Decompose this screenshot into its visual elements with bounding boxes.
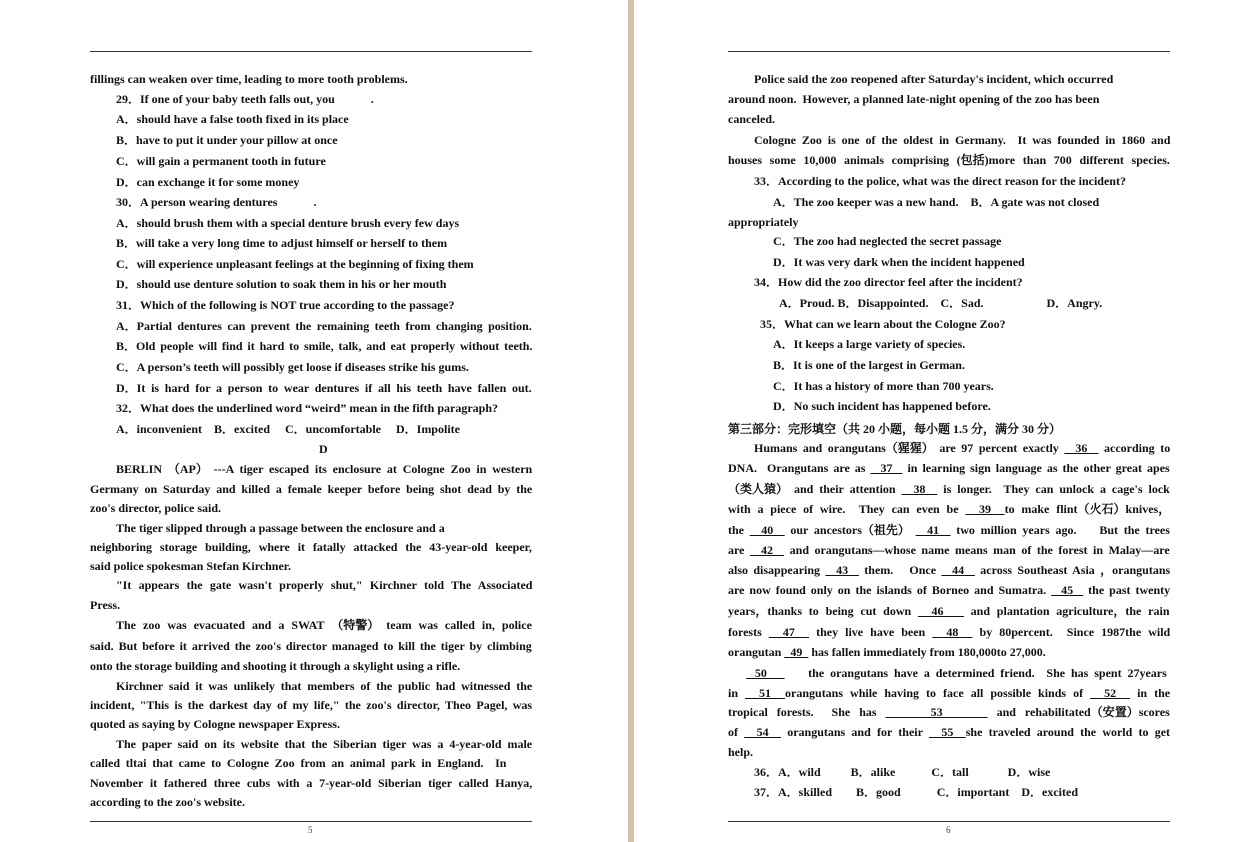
- text-line: [90, 540, 532, 554]
- answer-blank: 53: [885, 705, 988, 719]
- text-line: [754, 133, 1170, 147]
- text-segment: according to: [1098, 441, 1171, 455]
- line-text: B．will take a very long time to adjust himself or herself to them: [116, 236, 448, 250]
- text-line: [728, 645, 1046, 659]
- line-text: quoted as saying by Cologne newspaper Express.: [90, 717, 340, 731]
- text-line: [116, 236, 447, 250]
- text-segment: tropical forests. She has: [728, 705, 886, 719]
- text-line: [728, 523, 1170, 537]
- text-line: [116, 339, 532, 353]
- text-segment: years，thanks to being cut down: [728, 604, 918, 618]
- line-text: BERLIN （AP） ---A tiger escaped its enclosure at Cologne Zoo in western: [116, 462, 533, 476]
- answer-blank: 47: [768, 625, 810, 639]
- text-line: [728, 153, 1170, 167]
- text-line: [116, 521, 445, 535]
- page-number: 6: [946, 825, 951, 835]
- answer-blank: 44: [941, 563, 975, 577]
- page-number: 5: [308, 825, 313, 835]
- text-line: [728, 422, 1061, 436]
- text-line: [90, 482, 532, 496]
- text-line: [728, 686, 1170, 700]
- text-line: [116, 257, 474, 271]
- answer-blank: 36: [1064, 441, 1099, 455]
- line-text: C．will experience unpleasant feelings at the beginning of fixing them: [116, 257, 474, 271]
- text-segment: also disappearing: [728, 563, 826, 577]
- line-text: A．The zoo keeper was a new hand. B．A gate was not closed: [773, 195, 1100, 209]
- line-text: 32．What does the underlined word “weird” mean in the fifth paragraph?: [116, 401, 499, 415]
- text-line: [728, 502, 1170, 516]
- answer-blank: 51: [745, 686, 786, 700]
- text-line: [116, 277, 446, 291]
- text-line: [116, 154, 326, 168]
- text-line: [773, 195, 1099, 209]
- text-line: [773, 337, 965, 351]
- text-segment: our ancestors（祖先）: [784, 523, 916, 537]
- text-line: [90, 776, 532, 790]
- line-text: D: [319, 442, 328, 456]
- text-line: [116, 92, 374, 106]
- text-segment: and orangutans—whose name means man of the forest in Malay—are: [784, 543, 1170, 557]
- text-line: [90, 698, 532, 712]
- text-segment: in: [728, 686, 746, 700]
- line-text: Press.: [90, 598, 121, 612]
- text-line: [116, 618, 532, 632]
- line-text: The paper said on its website that the Siberian tiger was a 4-year-old male: [116, 737, 533, 751]
- line-text: A．Proud. B．Disappointed. C．Sad. D．Angry.: [779, 296, 1103, 310]
- header-rule: [728, 51, 1170, 52]
- line-text: canceled.: [728, 112, 775, 126]
- text-line: [728, 461, 1170, 475]
- text-line: [116, 195, 316, 209]
- answer-blank: 52: [1090, 686, 1131, 700]
- answer-blank: 48: [932, 625, 973, 639]
- text-line: [728, 625, 1170, 639]
- line-text: The zoo was evacuated and a SWAT （特警） team was called in, police: [116, 618, 532, 632]
- line-text: B．have to put it under your pillow at once: [116, 133, 338, 147]
- line-text: appropriately: [728, 215, 799, 229]
- text-line: [728, 92, 1099, 106]
- text-segment: are: [728, 543, 750, 557]
- line-text: D．No such incident has happened before.: [773, 399, 991, 413]
- text-line: [90, 559, 291, 573]
- right-page: [634, 0, 1257, 842]
- text-line: [116, 381, 532, 395]
- answer-blank: 38: [901, 482, 938, 496]
- text-segment: in learning sign language as the other great apes: [902, 461, 1170, 475]
- text-line: [779, 296, 1102, 310]
- line-text: incident, "This is the darkest day of my life," the zoo's director, Theo Pagel, was: [90, 698, 533, 712]
- text-segment: with a piece of wire. They can even be: [728, 502, 966, 516]
- line-text: according to the zoo's website.: [90, 795, 245, 809]
- text-line: [116, 133, 338, 147]
- text-line: [728, 482, 1170, 496]
- text-line: [746, 666, 1167, 680]
- line-text: A．Partial dentures can prevent the remaining teeth from changing position.: [116, 319, 532, 333]
- text-line: [90, 717, 340, 731]
- answer-blank: 41: [915, 523, 951, 537]
- line-text: D．can exchange it for some money: [116, 175, 300, 189]
- text-segment: them. Once: [858, 563, 942, 577]
- answer-blank: 43: [825, 563, 859, 577]
- text-line: [116, 578, 532, 592]
- answer-blank: 49: [784, 645, 809, 659]
- text-line: [116, 462, 532, 476]
- line-text: D．It was very dark when the incident happened: [773, 255, 1025, 269]
- text-segment: by 80percent. Since 1987the wild: [972, 625, 1171, 639]
- text-line: [116, 216, 459, 230]
- line-text: A．should have a false tooth fixed in its place: [116, 112, 349, 126]
- line-text: C．A person’s teeth will possibly get loose if diseases strike his gums.: [116, 360, 469, 374]
- text-line: [728, 563, 1170, 577]
- line-text: B．It is one of the largest in German.: [773, 358, 965, 372]
- footer-rule: [90, 821, 532, 822]
- text-segment: to make flint（火石）knives，: [1004, 502, 1171, 516]
- text-line: [90, 659, 460, 673]
- text-segment: the orangutans have a determined friend. She has spent 27years: [784, 666, 1167, 680]
- text-segment: she traveled around the world to get: [965, 725, 1171, 739]
- answer-blank: 39: [965, 502, 1005, 516]
- line-text: 第三部分：完形填空（共 20 小题，每小题 1.5 分，满分 30 分）: [728, 422, 1062, 436]
- text-line: [754, 174, 1126, 188]
- text-line: [116, 401, 498, 415]
- text-segment: DNA. Orangutans are as: [728, 461, 871, 475]
- answer-blank: 42: [749, 543, 785, 557]
- line-text: neighboring storage building, where it fatally attacked the 43-year-old keeper,: [90, 540, 532, 554]
- line-text: C．The zoo had neglected the secret passage: [773, 234, 1002, 248]
- left-page: [0, 0, 628, 842]
- line-text: B．Old people will find it hard to smile, talk, and eat properly without teeth.: [116, 339, 533, 353]
- text-line: [728, 745, 753, 759]
- text-line: [728, 543, 1170, 557]
- answer-blank: 54: [744, 725, 782, 739]
- text-line: [116, 737, 532, 751]
- text-segment: of: [728, 725, 745, 739]
- line-text: A．should brush them with a special denture brush every few days: [116, 216, 460, 230]
- line-text: 33．According to the police, what was the direct reason for the incident?: [754, 174, 1126, 188]
- line-text: Kirchner said it was unlikely that members of the public had witnessed the: [116, 679, 533, 693]
- text-segment: and plantation agriculture，the rain: [963, 604, 1170, 618]
- text-segment: across Southeast Asia ，orangutans: [974, 563, 1171, 577]
- line-text: Germany on Saturday and killed a female keeper before being shot dead by the: [90, 482, 533, 496]
- text-segment: orangutans while having to face all possible kinds of: [785, 686, 1091, 700]
- line-text: Cologne Zoo is one of the oldest in Germany. It was founded in 1860 and: [754, 133, 1171, 147]
- text-line: [319, 442, 328, 456]
- line-text: 36．A．wild B．alike C．tall D．wise: [754, 765, 1051, 779]
- line-text: D．should use denture solution to soak them in his or her mouth: [116, 277, 447, 291]
- answer-blank: 55: [928, 725, 966, 739]
- text-segment: they live have been: [809, 625, 933, 639]
- text-segment: has fallen immediately from 180,000to 27,000.: [808, 645, 1046, 659]
- text-line: [728, 215, 798, 229]
- header-rule: [90, 51, 532, 52]
- text-segment: forests: [728, 625, 769, 639]
- answer-blank: 46: [917, 604, 964, 618]
- line-text: onto the storage building and shooting it through a skylight using a rifle.: [90, 659, 461, 673]
- text-line: [773, 255, 1025, 269]
- text-line: [754, 785, 1078, 799]
- text-segment: are now found only on the islands of Borneo and Sumatra.: [728, 583, 1052, 597]
- text-line: [116, 360, 469, 374]
- text-line: [728, 725, 1170, 739]
- text-line: [116, 298, 454, 312]
- footer-rule: [728, 821, 1170, 822]
- answer-blank: 37: [870, 461, 903, 475]
- line-text: 35．What can we learn about the Cologne Zoo?: [760, 317, 1006, 331]
- text-line: [760, 317, 1006, 331]
- line-text: C．will gain a permanent tooth in future: [116, 154, 326, 168]
- text-line: [754, 275, 1023, 289]
- text-line: [728, 583, 1170, 597]
- line-text: 29．If one of your baby teeth falls out, you .: [116, 92, 374, 106]
- line-text: D．It is hard for a person to wear dentures if all his teeth have fallen out.: [116, 381, 532, 395]
- text-line: [754, 441, 1170, 455]
- text-segment: two million years ago. But the trees: [950, 523, 1170, 537]
- line-text: C．It has a history of more than 700 years.: [773, 379, 994, 393]
- text-line: [754, 765, 1050, 779]
- line-text: The tiger slipped through a passage between the enclosure and a: [116, 521, 445, 535]
- text-segment: is longer. They can unlock a cage's lock: [937, 482, 1170, 496]
- text-segment: Humans and orangutans（猩猩） are 97 percent exactly: [754, 441, 1065, 455]
- text-segment: orangutan: [728, 645, 785, 659]
- line-text: A．inconvenient B．excited C．uncomfortable D．Impolite: [116, 422, 460, 436]
- line-text: 34．How did the zoo director feel after the incident?: [754, 275, 1023, 289]
- line-text: "It appears the gate wasn't properly shut," Kirchner told The Associated: [116, 578, 533, 592]
- text-line: [116, 112, 349, 126]
- line-text: around noon. However, a planned late-night opening of the zoo has been: [728, 92, 1100, 106]
- line-text: 31．Which of the following is NOT true according to the passage?: [116, 298, 455, 312]
- text-segment: the past twenty: [1083, 583, 1171, 597]
- text-line: [90, 72, 408, 86]
- text-line: [773, 379, 994, 393]
- text-line: [116, 679, 532, 693]
- text-line: [116, 422, 460, 436]
- line-text: called tltai that came to Cologne Zoo from an animal park in England. In: [90, 756, 507, 770]
- text-segment: the: [728, 523, 750, 537]
- text-segment: in the: [1130, 686, 1171, 700]
- text-line: [728, 705, 1170, 719]
- line-text: said police spokesman Stefan Kirchner.: [90, 559, 292, 573]
- text-line: [773, 234, 1001, 248]
- line-text: zoo's director, police said.: [90, 501, 221, 515]
- text-segment: orangutans and for their: [781, 725, 929, 739]
- line-text: November it fathered three cubs with a 7-year-old Siberian tiger called Hanya,: [90, 776, 533, 790]
- text-line: [728, 112, 775, 126]
- line-text: 30．A person wearing dentures .: [116, 195, 317, 209]
- answer-blank: 45: [1051, 583, 1084, 597]
- text-line: [90, 795, 245, 809]
- text-line: [728, 604, 1170, 618]
- text-line: [90, 598, 120, 612]
- line-text: A．It keeps a large variety of species.: [773, 337, 966, 351]
- line-text: said. But before it arrived the zoo's director managed to kill the tiger by climbing: [90, 639, 532, 653]
- line-text: 37．A．skilled B．good C．important D．excited: [754, 785, 1079, 799]
- text-line: [116, 319, 532, 333]
- text-line: [773, 358, 965, 372]
- text-line: [773, 399, 991, 413]
- text-line: [116, 175, 299, 189]
- line-text: houses some 10,000 animals comprising (包括)more than 700 different species.: [728, 153, 1170, 167]
- text-segment: （类人猿） and their attention: [728, 482, 902, 496]
- answer-blank: 40: [749, 523, 785, 537]
- text-line: [754, 72, 1113, 86]
- text-line: [90, 756, 506, 770]
- answer-blank: 50: [746, 666, 785, 680]
- line-text: Police said the zoo reopened after Saturday's incident, which occurred: [754, 72, 1114, 86]
- text-segment: and rehabilitated（安置）scores: [987, 705, 1170, 719]
- line-text: help.: [728, 745, 754, 759]
- line-text: fillings can weaken over time, leading to more tooth problems.: [90, 72, 408, 86]
- text-line: [90, 501, 221, 515]
- text-line: [90, 639, 532, 653]
